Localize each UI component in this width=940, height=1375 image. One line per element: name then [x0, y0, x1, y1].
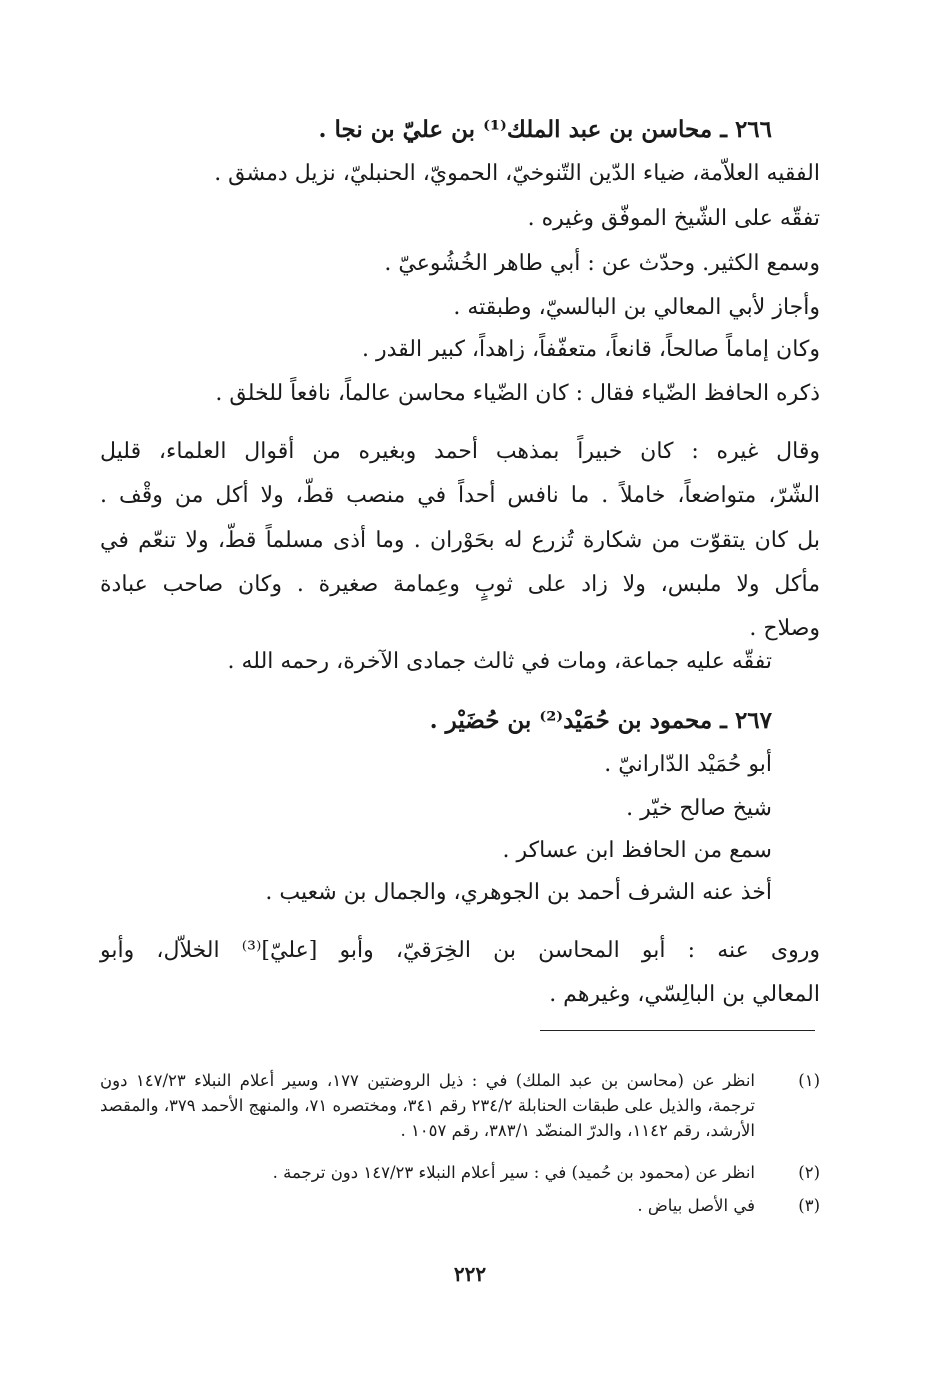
entry-266-line: وسمع الكثير. وحدّث عن : أبي طاهر الخُشُوعيّ . [384, 251, 820, 276]
entry-266-heading: ٢٦٦ ـ محاسن بن عبد الملك⁽¹⁾ بن عليّ بن نجا . [318, 116, 772, 143]
footnote-text: انظر عن (محاسن بن عبد الملك) في : ذيل الروضتين ١٧٧، وسير أعلام النبلاء ١٤٧/٢٣ دون ترجمة، والذيل على طبقات الحنابلة ٢٣٤/٢ رقم ٣٤١، ومختصره ٧١، والمنهج الأحمد ٣٧٩، والمقصد الأرشد، رقم ١١٤٢، والدرّ المنضّد ٣٨٣/١، رقم ١٠٥٧ . [100, 1071, 756, 1140]
footnote-text: انظر عن (محمود بن حُميد) في : سير أعلام النبلاء ١٤٧/٢٣ دون ترجمة . [272, 1163, 755, 1182]
entry-266-paragraph-line: مأكل ولا ملبس، ولا زاد على ثوبٍ وعِمامة صغيرة . وكان صاحب عبادة [100, 572, 820, 597]
entry-267-heading: ٢٦٧ ـ محمود بن حُمَيْد⁽²⁾ بن حُضَيْر . [429, 707, 772, 734]
footnote-separator [540, 1030, 815, 1031]
footnote-number: (٣) [798, 1196, 820, 1215]
entry-266-closing: تفقّه عليه جماعة، ومات في ثالث جمادى الآخرة، رحمه الله . [227, 649, 772, 674]
entry-267-line: أبو حُمَيْد الدّارانيّ . [604, 752, 772, 777]
entry-266-paragraph-line: بل كان يتقوّت من شكارة تُزرع له بحَوْران . وما أذى مسلماً قطّ، ولا تنعّم في [100, 528, 820, 553]
entry-266-line: الفقيه العلاّمة، ضياء الدّين التّنوخيّ، الحمويّ، الحنبليّ، نزيل دمشق . [214, 161, 820, 186]
entry-266-line: وكان إماماً صالحاً، قانعاً، متعفّفاً، زاهداً، كبير القدر . [361, 337, 820, 362]
entry-267-line: شيخ صالح خيّر . [626, 796, 772, 821]
footnote-text: في الأصل بياض . [637, 1196, 755, 1215]
footnote-number: (١) [798, 1071, 820, 1090]
page-number: ٢٢٢ [453, 1262, 487, 1286]
entry-266-line: ذكره الحافظ الضّياء فقال : كان الضّياء محاسن عالماً، نافعاً للخلق . [215, 381, 820, 406]
entry-266-paragraph-line: وقال غيره : كان خبيراً بمذهب أحمد وبغيره من أقوال العلماء، قليل [100, 439, 820, 464]
entry-266-paragraph-line: وصلاح . [749, 616, 820, 641]
entry-267-line: أخذ عنه الشرف أحمد بن الجوهري، والجمال بن شعيب . [265, 880, 772, 905]
footnote-number: (٢) [798, 1163, 820, 1182]
footnote-3 [100, 1193, 820, 1218]
entry-267-line: سمع من الحافظ ابن عساكر . [502, 838, 772, 863]
entry-267-paragraph-line: المعالي بن البالِسّي، وغيرهم . [549, 982, 820, 1007]
entry-266-line: تفقّه على الشّيخ الموفّق وغيره . [527, 206, 820, 231]
entry-266-paragraph-line: الشّرّ، متواضعاً، خاملاً . ما نافس أحداً في منصب قطّ، ولا أكل من وقْف . [100, 483, 820, 508]
footnote-2 [100, 1160, 820, 1185]
entry-266-line: وأجاز لأبي المعالي بن البالسيّ، وطبقته . [453, 295, 820, 320]
entry-267-paragraph-line: وروى عنه : أبو المحاسن بن الخِرَقيّ، وأبو [عليّ]⁽³⁾ الخلاّل، وأبو [100, 938, 821, 963]
footnote-1 [100, 1068, 820, 1143]
